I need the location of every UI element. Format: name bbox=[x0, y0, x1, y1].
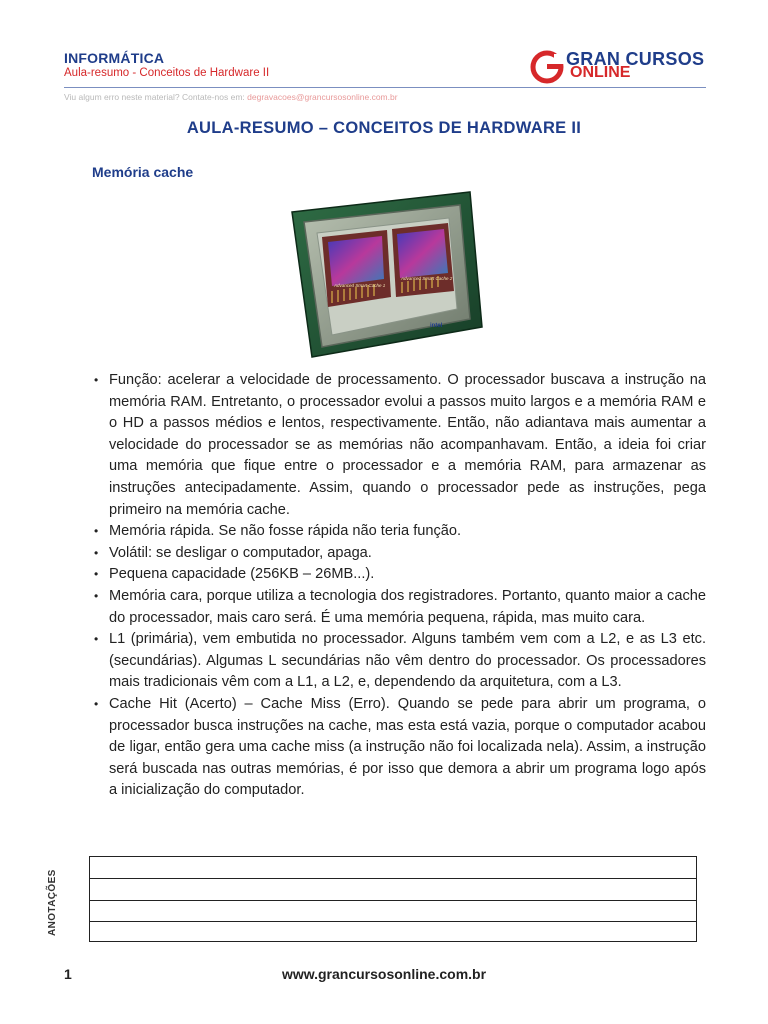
bullet-item: • L1 (primária), vem embutida no processador. Alguns também vem com a L2, e as L3 etc. (secundárias). Algumas L secundárias não vêm dentro do processador. Os processadores mais tradicionais vêm com a L1, a L2, e, dependendo da arquitetura, com a L3. bbox=[92, 629, 706, 694]
processor-chip-image bbox=[262, 187, 487, 363]
notice-email-link[interactable]: degravacoes@grancursosonline.com.br bbox=[247, 92, 398, 102]
header-divider bbox=[64, 87, 706, 88]
notes-box[interactable] bbox=[89, 856, 697, 942]
subject-title: INFORMÁTICA bbox=[64, 50, 165, 66]
bullet-item: • Memória rápida. Se não fosse rápida não teria função. bbox=[92, 521, 706, 543]
section-title: Memória cache bbox=[92, 164, 194, 180]
error-notice bbox=[64, 92, 398, 102]
footer-url[interactable]: www.grancursosonline.com.br bbox=[281, 966, 487, 982]
bullet-item: • Memória cara, porque utiliza a tecnologia dos registradores. Portanto, quanto maior a cache do processador, mais caro será. É uma memória pequena, rápida, mas muito cara. bbox=[92, 586, 706, 629]
bullet-item: • Volátil: se desligar o computador, apaga. bbox=[92, 543, 706, 565]
chip-label-2: Advanced Smart Cache 2 bbox=[401, 276, 453, 281]
bullet-item: • Pequena capacidade (256KB – 26MB...). bbox=[92, 564, 706, 586]
page-header bbox=[64, 50, 706, 90]
gran-logo-icon bbox=[530, 50, 564, 84]
chip-label-1: Advanced Smart Cache 1 bbox=[334, 283, 386, 288]
document-title: AULA-RESUMO – CONCEITOS DE HARDWARE II bbox=[186, 119, 582, 137]
logo-text-gran-cursos: GRAN CURSOS bbox=[566, 49, 705, 69]
bullet-list bbox=[92, 370, 706, 802]
notes-label: ANOTAÇÕES bbox=[47, 869, 58, 936]
notice-text: Viu algum erro neste material? Contate-nos em: bbox=[64, 92, 248, 102]
notes-line bbox=[90, 900, 696, 901]
notes-line bbox=[90, 878, 696, 879]
logo-text-online: ONLINE bbox=[570, 64, 631, 81]
gran-cursos-logo bbox=[536, 50, 706, 86]
lesson-subtitle: Aula-resumo - Conceitos de Hardware II bbox=[64, 67, 270, 79]
page-number: 1 bbox=[64, 966, 72, 982]
intel-logo: intel bbox=[430, 323, 443, 329]
notes-line bbox=[90, 921, 696, 922]
bullet-item: • Função: acelerar a velocidade de processamento. O processador buscava a instrução na memória RAM. Entretanto, o processador evolui a passos muito largos e a memória RAM e o HD a passos médios e lentos, respectivamente. Então, não adiantava mais aumentar a velocidade do processador se as memórias não acompanhavam. Então, a ideia foi criar uma memória que fique entre o processador e a memória RAM, para armazenar as instruções antecipadamente. Assim, quando o processador pede as instruções, pega primeiro na memória cache. bbox=[92, 370, 706, 521]
bullet-item: • Cache Hit (Acerto) – Cache Miss (Erro). Quando se pede para abrir um programa, o processador busca instruções na cache, mas esta está vazia, porque o computador acabou de ligar, então gera uma cache miss (a instrução não foi localizada nela). Assim, a instrução será buscada nas outras memórias, é por isso que demora a abrir um programa logo após a inicialização do computador. bbox=[92, 694, 706, 802]
